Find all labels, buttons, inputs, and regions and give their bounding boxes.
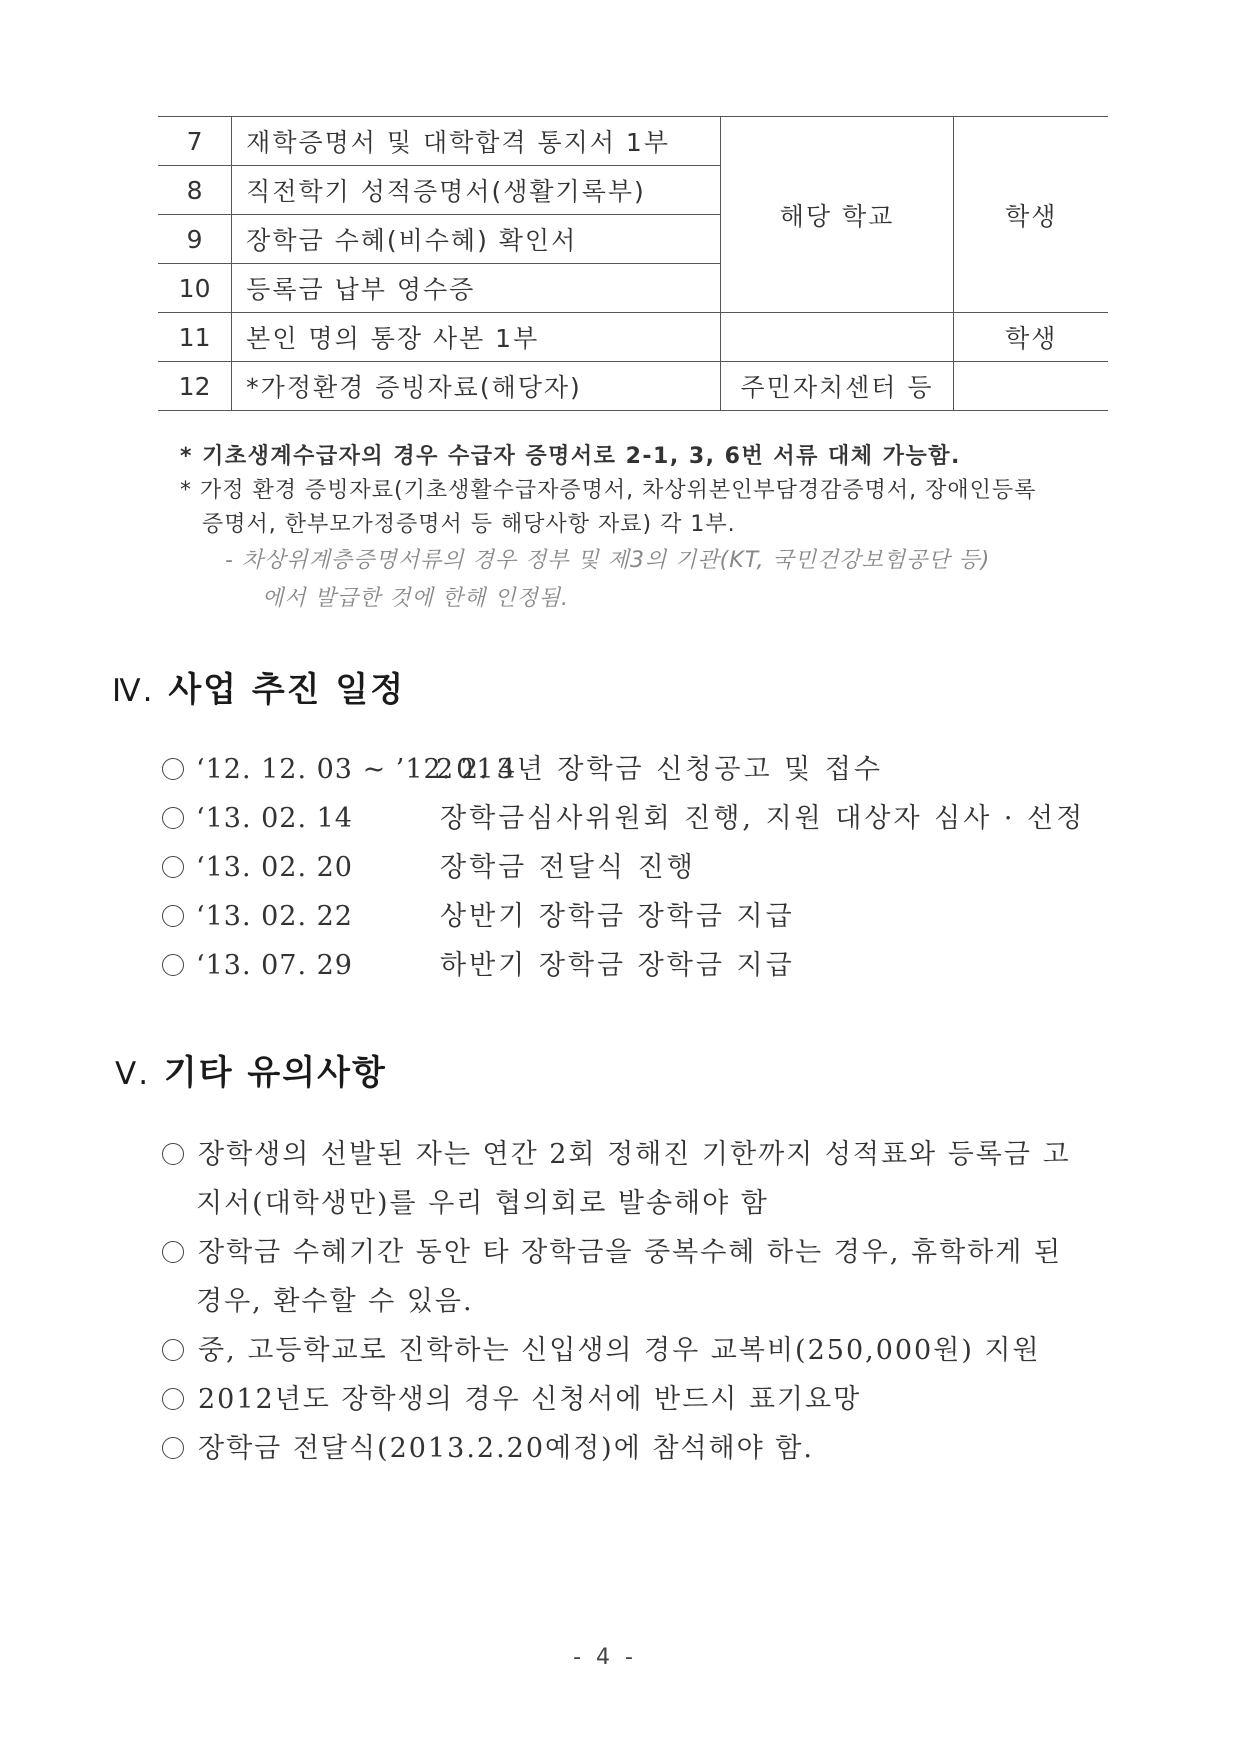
schedule-date: ‘13. 07. 29 <box>196 950 353 981</box>
row-number: 10 <box>158 264 232 313</box>
note-text: 장학금 전달식(2013.2.20예정)에 참석해야 함. <box>198 1433 814 1464</box>
circle-bullet-icon <box>162 1241 184 1263</box>
circle-bullet-icon <box>162 1437 184 1459</box>
circle-bullet-icon <box>162 856 184 878</box>
section-title: 기타 유의사항 <box>163 1053 387 1093</box>
list-item <box>162 1326 1112 1375</box>
circle-bullet-icon <box>162 1339 184 1361</box>
document-name: 장학금 수혜(비수혜) 확인서 <box>232 215 720 264</box>
note-text: 장학생의 선발된 자는 연간 2회 정해진 기한까지 성적표와 등록금 고 <box>198 1139 1071 1170</box>
table-notes <box>180 440 1120 618</box>
section-number: Ⅳ. <box>112 673 155 709</box>
schedule-date: ‘13. 02. 14 <box>196 803 353 834</box>
note-recipient: * 기초생계수급자의 경우 수급자 증명서로 2-1, 3, 6번 서류 대체 가능함. <box>180 444 961 469</box>
schedule-description: 하반기 장학금 장학금 지급 <box>440 950 795 981</box>
documents-table <box>158 116 1108 411</box>
circle-bullet-icon <box>162 905 184 927</box>
other-notes-list <box>162 1130 1112 1473</box>
document-name: 등록금 납부 영수증 <box>232 264 720 313</box>
note-text: 중, 고등학교로 진학하는 신입생의 경우 교복비(250,000원) 지원 <box>198 1335 1041 1366</box>
schedule-list <box>162 745 1085 990</box>
list-item <box>162 843 1085 892</box>
section-title: 사업 추진 일정 <box>168 670 406 710</box>
schedule-description: 상반기 장학금 장학금 지급 <box>440 901 795 932</box>
issuer-cell: 주민자치센터 등 <box>720 362 954 411</box>
list-item <box>162 892 1085 941</box>
table-row <box>158 313 1108 362</box>
submitter-cell: 학생 <box>954 117 1108 313</box>
note-text: 장학금 수혜기간 동안 타 장학금을 중복수혜 하는 경우, 휴학하게 된 <box>198 1237 1063 1268</box>
document-name: 직전학기 성적증명서(생활기록부) <box>232 166 720 215</box>
document-name: 본인 명의 통장 사본 1부 <box>232 313 720 362</box>
section-number: Ⅴ. <box>115 1056 151 1092</box>
note-evidence: * 가정 환경 증빙자료(기초생활수급자증명서, 차상위본인부담경감증명서, 장애인등록 <box>180 478 1037 503</box>
table-row <box>158 117 1108 166</box>
row-number: 11 <box>158 313 232 362</box>
row-number: 8 <box>158 166 232 215</box>
schedule-date: ‘13. 02. 22 <box>196 901 353 932</box>
list-item <box>162 1130 1112 1179</box>
submitter-cell-empty <box>954 362 1108 411</box>
list-item <box>162 941 1085 990</box>
table-row <box>158 362 1108 411</box>
document-name: *가정환경 증빙자료(해당자) <box>232 362 720 411</box>
schedule-description: 장학금심사위원회 진행, 지원 대상자 심사 · 선정 <box>440 803 1086 834</box>
submitter-cell: 학생 <box>954 313 1108 362</box>
circle-bullet-icon <box>162 807 184 829</box>
page-number: - 4 - <box>573 1645 637 1670</box>
section-heading-notes <box>115 1045 387 1094</box>
note-sub-item-continued: 에서 발급한 것에 한해 인정됨. <box>262 586 569 611</box>
circle-bullet-icon <box>162 954 184 976</box>
document-name: 재학증명서 및 대학합격 통지서 1부 <box>232 117 720 166</box>
issuer-cell-empty <box>720 313 954 362</box>
note-text-continued: 경우, 환수할 수 있음. <box>196 1286 474 1317</box>
row-number: 7 <box>158 117 232 166</box>
row-number: 9 <box>158 215 232 264</box>
schedule-description: 장학금 전달식 진행 <box>440 852 696 883</box>
list-item <box>162 1228 1112 1277</box>
note-evidence-continued: 증명서, 한부모가정증명서 등 해당사항 자료) 각 1부. <box>202 512 736 537</box>
issuer-cell: 해당 학교 <box>720 117 954 313</box>
circle-bullet-icon <box>162 758 184 780</box>
section-heading-schedule <box>112 662 405 711</box>
schedule-date: ‘13. 02. 20 <box>196 852 353 883</box>
note-text: 2012년도 장학생의 경우 신청서에 반드시 표기요망 <box>198 1384 862 1415</box>
circle-bullet-icon <box>162 1143 184 1165</box>
row-number: 12 <box>158 362 232 411</box>
list-item <box>162 1375 1112 1424</box>
list-item <box>162 745 1085 794</box>
note-sub-item: - 차상위계층증명서류의 경우 정부 및 제3의 기관(KT, 국민건강보험공단 등) <box>225 548 991 573</box>
schedule-description: 2013년 장학금 신청공고 및 접수 <box>436 754 883 785</box>
circle-bullet-icon <box>162 1388 184 1410</box>
note-text-continued: 지서(대학생만)를 우리 협의회로 발송해야 함 <box>196 1188 769 1219</box>
schedule-date: ‘12. 12. 03 ~ ’12. 2. 4 <box>196 754 517 785</box>
list-item <box>162 794 1085 843</box>
list-item <box>162 1424 1112 1473</box>
